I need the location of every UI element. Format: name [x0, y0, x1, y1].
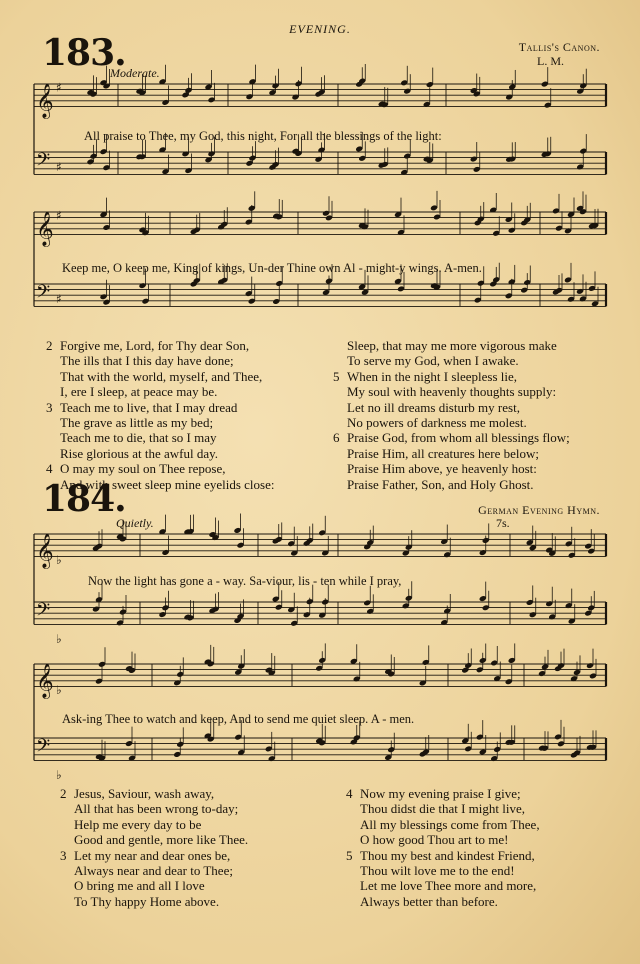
verse-text: To Thy happy Home above.	[74, 893, 220, 909]
hymn-number: 183.	[42, 32, 126, 74]
verse-text: All that has been wrong to-day;	[74, 801, 239, 817]
verse-text: That with the world, myself, and Thee,	[60, 368, 263, 384]
verse-text: Praise God, from whom all blessings flow;	[347, 430, 570, 446]
hymn-183-lyric-line-2: Keep me, O keep me, King of kings, Un-der Thine own Al - might-y wings. A-men.	[62, 261, 482, 275]
verse-text: Good and gentle, more like Thee.	[74, 832, 249, 848]
verse-text: And with sweet sleep mine eyelids close:	[60, 476, 275, 492]
verse-line	[46, 353, 274, 368]
verse-line	[60, 878, 248, 893]
verse-line	[346, 817, 540, 832]
sharp-icon: ♯	[56, 208, 62, 223]
verse-number: 2	[46, 338, 53, 353]
sharp-icon: ♯	[56, 291, 62, 306]
verse-text: Praise Father, Son, and Holy Ghost.	[347, 476, 534, 492]
verse-text: The ills that I this day have done;	[60, 353, 234, 369]
verse-number: 4	[346, 786, 353, 801]
verse-text: Thou didst die that I might live,	[360, 801, 526, 817]
verse-line	[346, 878, 540, 893]
verse-line	[60, 786, 248, 801]
verse-line	[333, 353, 570, 368]
hymn-183-verses-left	[46, 338, 274, 492]
verse-line	[60, 801, 248, 816]
flat-icon: ♭	[56, 683, 62, 697]
verse-line	[333, 477, 570, 492]
tempo-marking: Quietly.	[116, 516, 154, 530]
tune-name: German Evening Hymn.	[478, 503, 600, 517]
verse-text: Always near and dear to Thee;	[74, 863, 233, 879]
verse-line	[60, 863, 248, 878]
verse-line	[346, 894, 540, 909]
hymn-183-verses-right	[333, 338, 570, 492]
verse-text: Now my evening praise I give;	[360, 786, 521, 801]
verse-line	[60, 894, 248, 909]
verse-line	[46, 461, 274, 476]
flat-icon: ♭	[56, 632, 62, 647]
verse-text: Teach me to live, that I may dread	[60, 399, 238, 415]
verse-line	[333, 369, 570, 384]
verse-line	[60, 832, 248, 847]
verse-text: The grave as little as my bed;	[60, 415, 214, 431]
verse-text: Thou wilt love me to the end!	[360, 863, 515, 879]
meter: 7s.	[496, 516, 510, 530]
treble-clef-icon: 𝄞	[36, 83, 54, 119]
verse-text: Always better than before.	[360, 893, 498, 909]
verse-text: To serve my God, when I awake.	[347, 353, 519, 369]
verse-text: Praise Him above, ye heavenly host:	[347, 461, 537, 477]
verse-text: Let no ill dreams disturb my rest,	[347, 399, 520, 415]
meter: L. M.	[537, 54, 564, 68]
sharp-icon: ♯	[56, 159, 62, 174]
flat-icon: ♭	[56, 553, 62, 567]
verse-number: 3	[46, 399, 53, 415]
verse-text: All my blessings come from Thee,	[360, 816, 540, 832]
verse-text: No powers of darkness me molest.	[347, 415, 527, 431]
verse-line	[346, 786, 540, 801]
verse-text: Let me love Thee more and more,	[360, 878, 537, 894]
verse-line	[333, 446, 570, 461]
verse-line	[46, 369, 274, 384]
sharp-icon: ♯	[56, 80, 62, 95]
verse-line	[333, 430, 570, 445]
bass-clef-icon: 𝄢	[36, 600, 51, 626]
verse-line	[60, 817, 248, 832]
verse-text: Jesus, Saviour, wash away,	[74, 786, 215, 801]
verse-text: Forgive me, Lord, for Thy dear Son,	[60, 338, 250, 353]
treble-clef-icon: 𝄞	[36, 663, 54, 699]
bass-clef-icon: 𝄢	[36, 282, 51, 308]
page-header: EVENING.	[289, 22, 351, 36]
hymn-184-lyric-line-2: Ask-ing Thee to watch and keep, And to send me quiet sleep. A - men.	[62, 712, 415, 726]
treble-clef-icon: 𝄞	[36, 211, 54, 247]
verse-line	[46, 400, 274, 415]
verse-text: Sleep, that may me more vigorous make	[347, 338, 557, 353]
verse-text: I, ere I sleep, at peace may be.	[60, 384, 218, 400]
verse-text: Let my near and dear ones be,	[74, 847, 231, 863]
verse-line	[346, 848, 540, 863]
verse-line	[333, 400, 570, 415]
verse-line	[46, 415, 274, 430]
verse-number: 2	[60, 786, 67, 801]
verse-text: O bring me and all I love	[74, 878, 205, 894]
verse-number: 3	[60, 847, 67, 863]
verse-line	[333, 415, 570, 430]
verse-number: 5	[333, 368, 340, 384]
verse-number: 6	[333, 430, 340, 446]
verse-line	[346, 832, 540, 847]
verse-text: O may my soul on Thee repose,	[60, 461, 226, 477]
verse-text: My soul with heavenly thoughts supply:	[347, 384, 557, 400]
verse-text: Rise glorious at the awful day.	[60, 445, 219, 461]
hymn-184-lyric-line-1: Now the light has gone a - way. Sa-viour, lis - ten while I pray,	[88, 574, 402, 588]
verse-text: O how good Thou art to me!	[360, 832, 509, 848]
verse-line	[46, 446, 274, 461]
verse-line	[46, 384, 274, 399]
verse-text: Praise Him, all creatures here below;	[347, 445, 540, 461]
verse-number: 4	[46, 461, 53, 477]
verse-line	[46, 338, 274, 353]
verse-line	[346, 801, 540, 816]
verse-line	[333, 384, 570, 399]
verse-line	[333, 461, 570, 476]
flat-icon: ♭	[56, 768, 62, 783]
tempo-marking: Moderate.	[110, 66, 160, 80]
hymn-184-verses-right	[346, 786, 540, 909]
verse-number: 5	[346, 847, 353, 863]
verse-line	[333, 338, 570, 353]
verse-text: When in the night I sleepless lie,	[347, 368, 518, 384]
tune-name: Tallis's Canon.	[518, 40, 600, 54]
treble-clef-icon: 𝄞	[36, 533, 54, 569]
verse-line	[346, 863, 540, 878]
verse-text: Teach me to die, that so I may	[60, 430, 217, 446]
verse-line	[60, 848, 248, 863]
hymn-183-lyric-line-1: All praise to Thee, my God, this night, For all the blessings of the light:	[84, 129, 442, 143]
hymn-number: 184.	[42, 478, 126, 520]
verse-text: Thou my best and kindest Friend,	[360, 847, 535, 863]
bass-clef-icon: 𝄢	[36, 736, 51, 762]
bass-clef-icon: 𝄢	[36, 150, 51, 176]
hymn-184-verses-left	[60, 786, 248, 909]
verse-line	[46, 430, 274, 445]
verse-text: Help me every day to be	[74, 816, 202, 832]
